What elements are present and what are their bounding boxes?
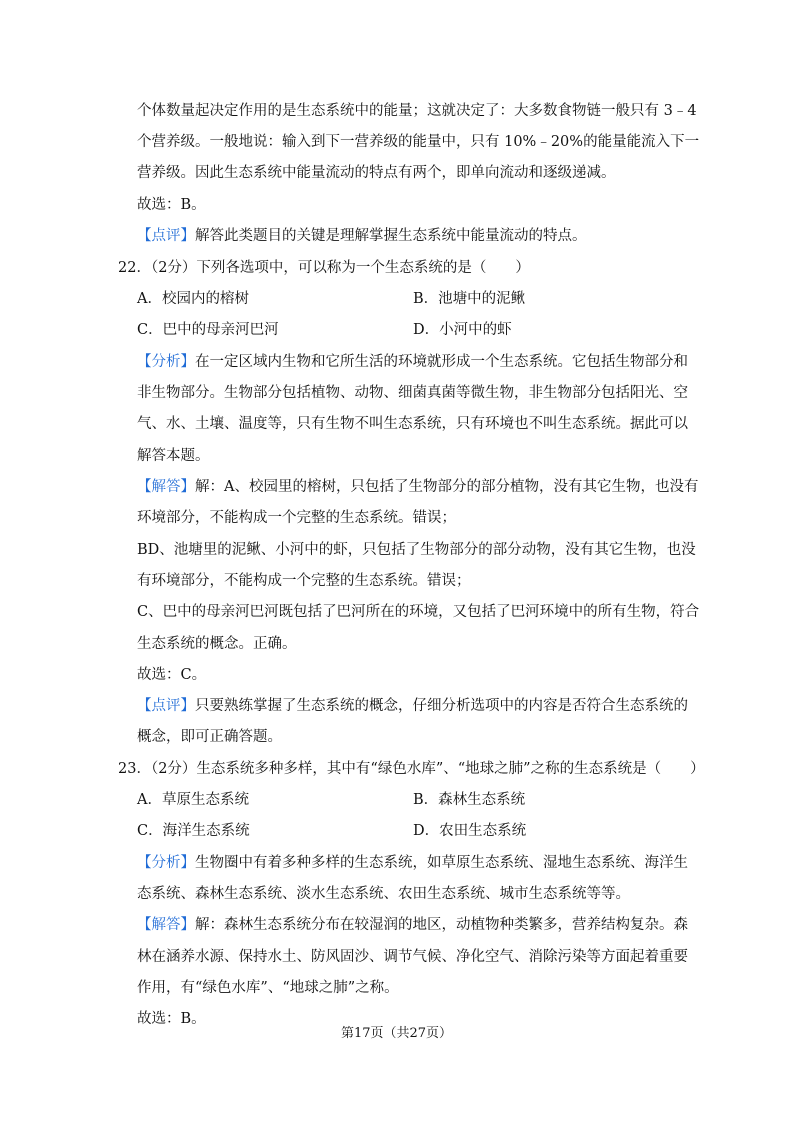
text-line: 非生物部分。生物部分包括植物、动物、细菌真菌等微生物，非生物部分包括阳光、空 xyxy=(137,385,688,401)
text-line: 作用，有“绿色水库”、“地球之肺”之称。 xyxy=(137,980,399,996)
analysis-tag: 【分析】 xyxy=(137,855,195,871)
q22-option-a: A．校园内的榕树 xyxy=(137,291,249,307)
page-footer: 第17页（共27页） xyxy=(340,1026,453,1041)
text-line: 林在涵养水源、保持水土、防风固沙、调节气候、净化空气、消除污染等方面起着重要 xyxy=(137,949,688,965)
review-line: 【点评】只要熟练掌握了生态系统的概念，仔细分析选项中的内容是否符合生态系统的 xyxy=(137,698,688,714)
solution-line: 【解答】解：A、校园里的榕树，只包括了生物部分的部分植物，没有其它生物，也没有 xyxy=(137,479,699,495)
q23-option-a: A．草原生态系统 xyxy=(137,792,249,808)
analysis-tag: 【分析】 xyxy=(137,354,195,370)
review-line: 【点评】解答此类题目的关键是理解掌握生态系统中能量流动的特点。 xyxy=(137,228,587,244)
text-line: 故选：B。 xyxy=(137,1011,206,1027)
question-22-stem: 22．（2分）下列各选项中，可以称为一个生态系统的是（ ） xyxy=(118,260,530,276)
q23-option-c: C．海洋生态系统 xyxy=(137,823,250,839)
q23-option-d: D．农田生态系统 xyxy=(413,823,527,839)
q23-option-b: B．森林生态系统 xyxy=(413,792,526,808)
q22-option-b: B．池塘中的泥鳅 xyxy=(413,291,526,307)
solution-tag: 【解答】 xyxy=(137,479,195,495)
analysis-line: 【分析】在一定区域内生物和它所生活的环境就形成一个生态系统。它包括生物部分和 xyxy=(137,354,688,370)
text-line: 故选：B。 xyxy=(137,197,206,213)
text-line: 环境部分，不能构成一个完整的生态系统。错误； xyxy=(137,510,456,526)
review-tag: 【点评】 xyxy=(137,698,195,714)
text-line: 解答本题。 xyxy=(137,448,210,464)
text-line: 个营养级。一般地说：输入到下一营养级的能量中，只有 10%﹣20%的能量能流入下一 xyxy=(137,134,700,150)
solution-line: 【解答】解：森林生态系统分布在较湿润的地区，动植物种类繁多，营养结构复杂。森 xyxy=(137,917,688,933)
text-line: 气、水、土壤、温度等，只有生物不叫生态系统，只有环境也不叫生态系统。据此可以 xyxy=(137,416,688,432)
solution-tag: 【解答】 xyxy=(137,917,195,933)
review-tag: 【点评】 xyxy=(137,228,195,244)
text-line: 故选：C。 xyxy=(137,667,207,683)
text-line: C、巴中的母亲河巴河既包括了巴河所在的环境，又包括了巴河环境中的所有生物，符合 xyxy=(137,604,700,620)
question-23-stem: 23．（2分）生态系统多种多样，其中有“绿色水库”、“地球之肺”之称的生态系统是（ ） xyxy=(118,761,705,777)
text-line: 生态系统的概念。正确。 xyxy=(137,636,297,652)
text-line: 个体数量起决定作用的是生态系统中的能量；这就决定了：大多数食物链一般只有 3﹣4 xyxy=(137,103,697,119)
text-line: 态系统、森林生态系统、淡水生态系统、农田生态系统、城市生态系统等等。 xyxy=(137,886,630,902)
text-line: 营养级。因此生态系统中能量流动的特点有两个，即单向流动和逐级递减。 xyxy=(137,165,616,181)
text-line: 有环境部分，不能构成一个完整的生态系统。错误； xyxy=(137,573,471,589)
text-line: 概念，即可正确答题。 xyxy=(137,729,282,745)
q22-option-d: D．小河中的虾 xyxy=(413,322,512,338)
text-line: BD、池塘里的泥鳅、小河中的虾，只包括了生物部分的部分动物，没有其它生物，也没 xyxy=(137,542,696,558)
q22-option-c: C．巴中的母亲河巴河 xyxy=(137,322,279,338)
analysis-line: 【分析】生物圈中有着多种多样的生态系统，如草原生态系统、湿地生态系统、海洋生 xyxy=(137,855,688,871)
